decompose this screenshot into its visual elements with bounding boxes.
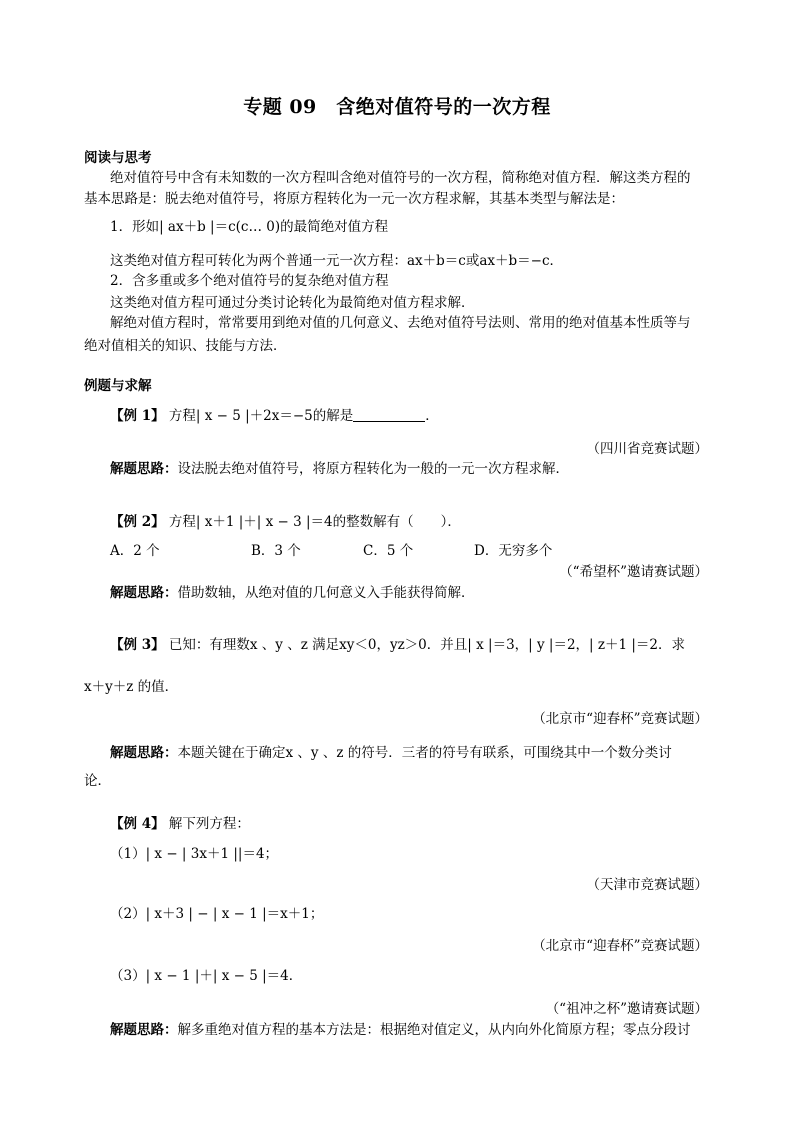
example-4-question-2-source: （北京市“迎春杯”竞赛试题） xyxy=(532,938,708,954)
type-1-heading: 1．形如| ax＋b |＝c(c… 0)的最简绝对值方程 xyxy=(110,219,389,235)
example-4-hint xyxy=(110,1021,691,1039)
example-2-text: 方程| x＋1 |＋| x − 3 |＝4的整数解有（ ）． xyxy=(168,514,461,530)
option-d: D．无穷多个 xyxy=(474,543,553,559)
example-1-text: 方程| x − 5 |＋2x＝−5的解是 xyxy=(168,408,354,424)
section-heading-examples: 例题与求解 xyxy=(84,378,152,394)
type-2-description: 这类绝对值方程可通过分类讨论转化为最简绝对值方程求解． xyxy=(110,295,475,311)
page-title: 专题 09 含绝对值符号的一次方程 xyxy=(243,96,551,118)
example-1-hint xyxy=(110,460,569,478)
type-2-heading: 2．含多重或多个绝对值符号的复杂绝对值方程 xyxy=(110,273,389,289)
example-3-hint xyxy=(110,744,672,762)
hint-label: 解题思路： xyxy=(110,745,178,761)
example-4-question-3: （3）| x − 1 |＋| x − 5 |＝4． xyxy=(110,968,303,984)
hint-text: 本题关键在于确定x 、y 、z 的符号．三者的符号有联系，可围绕其中一个数分类讨 xyxy=(177,745,672,761)
example-4-question-1: （1）| x − | 3x＋1 ||＝4； xyxy=(110,846,279,862)
example-2-source: （“希望杯”邀请赛试题） xyxy=(559,564,708,580)
example-3-source: （北京市“迎春杯”竞赛试题） xyxy=(532,711,708,727)
paragraph-line: 绝对值符号中含有未知数的一次方程叫含绝对值符号的一次方程，简称绝对值方程．解这类方程的 xyxy=(110,170,691,186)
paragraph-line: 基本思路是：脱去绝对值符号，将原方程转化为一元一次方程求解，其基本类型与解法是： xyxy=(84,191,624,207)
hint-label: 解题思路： xyxy=(110,585,178,601)
example-2 xyxy=(110,513,461,531)
example-2-hint xyxy=(110,584,475,602)
example-4-question-1-source: （天津市竞赛试题） xyxy=(586,877,708,893)
hint-text: 设法脱去绝对值符号，将原方程转化为一般的一元一次方程求解． xyxy=(177,461,569,477)
example-1-source: （四川省竞赛试题） xyxy=(586,441,708,457)
paragraph-line: 绝对值相关的知识、技能与方法． xyxy=(84,338,287,354)
option-b: B．3 个 xyxy=(251,543,301,559)
example-4-text: 解下列方程： xyxy=(168,816,250,832)
hint-text: 借助数轴，从绝对值的几何意义入手能获得简解． xyxy=(177,585,475,601)
example-3-text: 已知：有理数x 、y 、z 满足xy＜0，yz＞0．并且| x |＝3，| y |＝2，| z＋1 |＝2．求 xyxy=(168,637,686,653)
option-c: C．5 个 xyxy=(363,543,414,559)
example-4-question-2: （2）| x＋3 | − | x − 1 |＝x＋1； xyxy=(110,906,324,922)
example-1 xyxy=(110,407,439,425)
example-3-text-continued: x＋y＋z 的值． xyxy=(84,679,179,695)
example-2-label: 【例 2】 xyxy=(110,514,165,530)
type-1-description: 这类绝对值方程可转化为两个普通一元一次方程：ax＋b＝c或ax＋b＝−c． xyxy=(110,253,564,269)
section-heading-reading: 阅读与思考 xyxy=(84,150,152,166)
option-a: A．2 个 xyxy=(110,543,160,559)
example-4 xyxy=(110,815,250,833)
example-1-tail: ． xyxy=(425,408,439,424)
hint-label: 解题思路： xyxy=(110,1022,178,1038)
example-4-label: 【例 4】 xyxy=(110,816,165,832)
paragraph-line: 解绝对值方程时，常常要用到绝对值的几何意义、去绝对值符号法则、常用的绝对值基本性质等与 xyxy=(110,315,691,331)
example-3 xyxy=(110,636,685,654)
example-3-label: 【例 3】 xyxy=(110,637,165,653)
example-3-hint-continued: 论． xyxy=(84,773,111,789)
hint-text: 解多重绝对值方程的基本方法是：根据绝对值定义，从内向外化简原方程；零点分段讨 xyxy=(177,1022,691,1038)
example-4-question-3-source: （“祖冲之杯”邀请赛试题） xyxy=(545,1001,708,1017)
answer-blank[interactable] xyxy=(353,407,425,422)
hint-label: 解题思路： xyxy=(110,461,178,477)
example-1-label: 【例 1】 xyxy=(110,408,165,424)
